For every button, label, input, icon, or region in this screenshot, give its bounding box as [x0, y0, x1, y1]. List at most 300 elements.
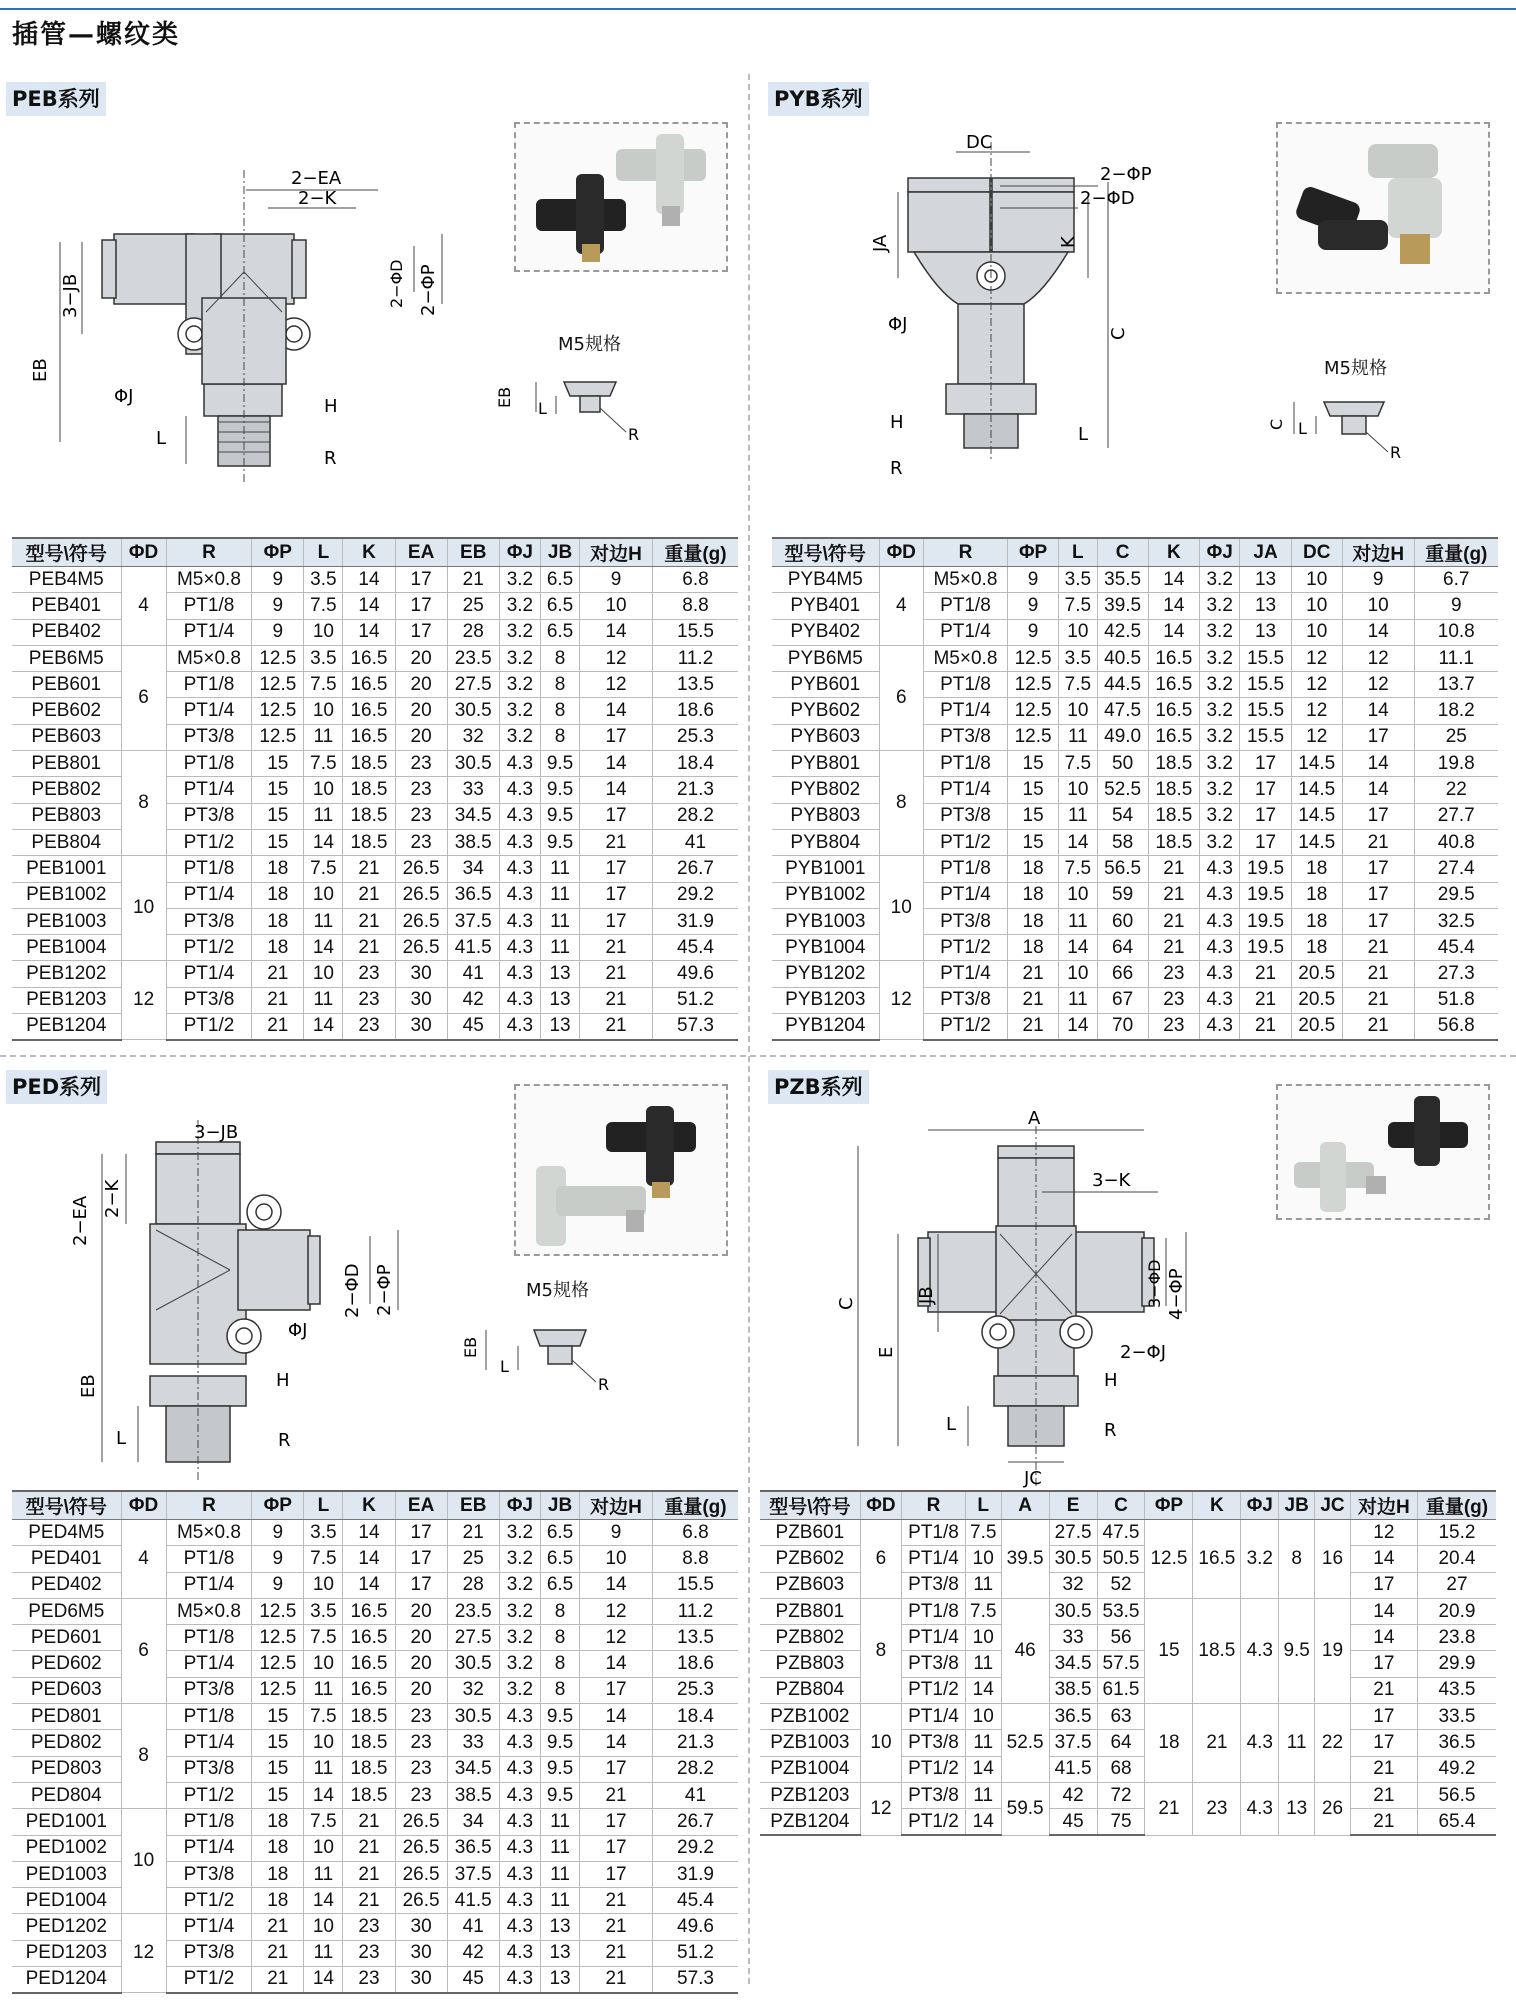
- table-row: [12, 698, 738, 724]
- table-cell: 26.5: [395, 935, 447, 961]
- table-cell: 8: [541, 1677, 580, 1703]
- table-cell: 14: [580, 1730, 653, 1756]
- table-cell: 3.2: [499, 1651, 540, 1677]
- table-cell: 14: [580, 1651, 653, 1677]
- table-cell: 43.5: [1417, 1677, 1496, 1703]
- table-row: [12, 751, 738, 777]
- table-cell: 23: [395, 751, 447, 777]
- table-row: [12, 1572, 738, 1598]
- table-cell: 21: [343, 1888, 395, 1914]
- table-cell: 23: [395, 1730, 447, 1756]
- table-cell: 26: [1315, 1782, 1351, 1835]
- table-cell: 10: [304, 1914, 343, 1940]
- table-cell: 42: [447, 987, 499, 1013]
- pyb-m5-note: M5规格: [1324, 358, 1387, 379]
- table-cell: 3.2: [499, 1572, 540, 1598]
- table-cell: 12: [1291, 698, 1342, 724]
- table-cell: 14: [1059, 1014, 1097, 1040]
- table-cell: 9: [1007, 567, 1058, 593]
- column-header: JA: [1240, 538, 1291, 567]
- table-cell: PZB601: [760, 1520, 860, 1546]
- table-cell: PT1/4: [923, 882, 1007, 908]
- table-row: [12, 1888, 738, 1914]
- peb-section: [6, 82, 746, 1047]
- table-cell: 18.5: [1148, 829, 1199, 855]
- table-cell: 8: [879, 751, 923, 856]
- peb-photo: [514, 122, 728, 272]
- table-cell: 21: [1148, 856, 1199, 882]
- table-row: [12, 1809, 738, 1835]
- table-cell: 17: [395, 1546, 447, 1572]
- table-cell: 26.5: [395, 882, 447, 908]
- table-cell: PEB803: [12, 803, 121, 829]
- table-cell: 23: [343, 987, 395, 1013]
- table-cell: 8.8: [652, 1546, 738, 1572]
- table-cell: PT3/8: [166, 1677, 252, 1703]
- table-cell: 12: [1350, 1520, 1417, 1546]
- table-cell: 13: [541, 987, 580, 1013]
- table-cell: PT1/8: [166, 1546, 252, 1572]
- table-cell: 10: [1059, 777, 1097, 803]
- table-cell: 11: [541, 1861, 580, 1887]
- table-cell: 18: [252, 882, 304, 908]
- table-cell: 23: [343, 1967, 395, 1993]
- table-cell: 23.8: [1417, 1625, 1496, 1651]
- table-row: [12, 1625, 738, 1651]
- peb-spec-table: [12, 537, 738, 1041]
- table-cell: PT3/8: [923, 908, 1007, 934]
- table-cell: 15.5: [1240, 698, 1291, 724]
- page-footer: [0, 1990, 1516, 2001]
- table-cell: 11: [304, 1677, 343, 1703]
- table-cell: 37.5: [1049, 1730, 1097, 1756]
- table-cell: 39.5: [1097, 593, 1148, 619]
- table-row: [12, 803, 738, 829]
- table-cell: PED803: [12, 1756, 121, 1782]
- table-cell: PYB1202: [772, 961, 879, 987]
- pzb-section: [768, 1070, 1508, 2000]
- table-cell: 16.5: [343, 645, 395, 671]
- table-cell: 10: [965, 1704, 1001, 1730]
- table-row: [12, 882, 738, 908]
- table-cell: 18.6: [652, 698, 738, 724]
- table-cell: PT1/8: [166, 1625, 252, 1651]
- table-cell: 21: [343, 1861, 395, 1887]
- table-cell: 12: [580, 1625, 653, 1651]
- table-cell: 20.9: [1417, 1598, 1496, 1624]
- table-cell: 14: [580, 619, 653, 645]
- pyb-lbl-k: K: [1058, 236, 1079, 248]
- column-header: A: [1001, 1491, 1049, 1520]
- table-cell: 18: [1291, 882, 1342, 908]
- table-cell: 7.5: [304, 1809, 343, 1835]
- table-cell: 53.5: [1097, 1598, 1145, 1624]
- table-cell: 9: [1414, 593, 1498, 619]
- table-cell: 49.6: [652, 1914, 738, 1940]
- table-cell: 3.2: [499, 1546, 540, 1572]
- table-cell: 6: [860, 1520, 901, 1599]
- table-cell: 30: [395, 1014, 447, 1040]
- table-cell: 21: [1148, 935, 1199, 961]
- table-row: [12, 987, 738, 1013]
- peb-m5-lbl-r: R: [628, 425, 640, 444]
- table-cell: PT3/8: [902, 1782, 966, 1808]
- ped-m5-lbl-eb: EB: [461, 1336, 480, 1358]
- table-cell: 51.2: [652, 1940, 738, 1966]
- table-cell: 4: [121, 567, 166, 646]
- table-cell: 26.7: [652, 856, 738, 882]
- table-cell: 10: [304, 1572, 343, 1598]
- peb-lbl-h: H: [324, 396, 338, 417]
- table-row: [12, 1677, 738, 1703]
- table-cell: 21: [343, 935, 395, 961]
- table-cell: 56: [1097, 1625, 1145, 1651]
- table-cell: 18: [1007, 882, 1058, 908]
- table-cell: 18.4: [652, 751, 738, 777]
- table-cell: 17: [395, 1520, 447, 1546]
- table-cell: 47.5: [1097, 698, 1148, 724]
- ped-lbl-r: R: [278, 1430, 291, 1451]
- table-cell: 3.2: [1199, 593, 1239, 619]
- table-cell: PT1/4: [166, 1572, 252, 1598]
- table-cell: 11.2: [652, 1598, 738, 1624]
- table-cell: 18.5: [1148, 751, 1199, 777]
- table-cell: PYB4M5: [772, 567, 879, 593]
- table-cell: 3.5: [304, 1598, 343, 1624]
- table-cell: 21: [1240, 987, 1291, 1013]
- table-cell: 33: [1049, 1625, 1097, 1651]
- table-cell: 15: [1007, 803, 1058, 829]
- table-cell: PYB603: [772, 724, 879, 750]
- table-cell: 18.5: [343, 777, 395, 803]
- pzb-fitting-black-image: [1388, 1096, 1468, 1166]
- column-header: C: [1097, 1491, 1145, 1520]
- table-cell: 3.2: [499, 593, 540, 619]
- table-cell: 17: [580, 1809, 653, 1835]
- table-cell: 21: [252, 1967, 304, 1993]
- table-cell: 21: [580, 987, 653, 1013]
- table-cell: PYB1002: [772, 882, 879, 908]
- table-cell: 10: [1059, 619, 1097, 645]
- table-cell: PED1202: [12, 1914, 121, 1940]
- table-cell: 23: [395, 1756, 447, 1782]
- table-cell: 17: [1342, 882, 1414, 908]
- table-cell: 12: [121, 1914, 166, 1993]
- table-row: [760, 1704, 1496, 1730]
- table-cell: 6.8: [652, 1520, 738, 1546]
- table-cell: 3.2: [1199, 645, 1239, 671]
- table-cell: PT1/2: [166, 935, 252, 961]
- header-row: [760, 1491, 1496, 1520]
- table-row: [12, 935, 738, 961]
- table-cell: 7.5: [1059, 672, 1097, 698]
- column-header: ΦP: [1145, 1491, 1193, 1520]
- table-cell: 7.5: [304, 1704, 343, 1730]
- table-cell: 21: [343, 908, 395, 934]
- column-header: ΦJ: [499, 1491, 540, 1520]
- table-cell: 16: [1315, 1520, 1351, 1599]
- peb-lbl-ea: 2−EA: [291, 168, 342, 189]
- table-cell: PYB602: [772, 698, 879, 724]
- pyb-lbl-l: L: [1078, 424, 1089, 445]
- ped-m5-drawing: [446, 1300, 646, 1410]
- table-cell: PT1/8: [902, 1598, 966, 1624]
- table-cell: PEB1203: [12, 987, 121, 1013]
- table-cell: 21: [1342, 987, 1414, 1013]
- table-cell: 14: [1059, 935, 1097, 961]
- pyb-drawing: [768, 82, 1188, 479]
- table-cell: PT1/4: [923, 777, 1007, 803]
- table-cell: 4: [121, 1520, 166, 1599]
- table-cell: 26.5: [395, 856, 447, 882]
- table-cell: 18: [252, 1888, 304, 1914]
- table-cell: 21: [1350, 1756, 1417, 1782]
- table-cell: 17: [1342, 803, 1414, 829]
- column-header: R: [902, 1491, 966, 1520]
- table-cell: 4.3: [499, 1888, 540, 1914]
- table-cell: 42.5: [1097, 619, 1148, 645]
- table-cell: 11: [304, 1940, 343, 1966]
- table-cell: PED1001: [12, 1809, 121, 1835]
- table-cell: PEB1202: [12, 961, 121, 987]
- horizontal-divider: [0, 1055, 1516, 1057]
- table-cell: 9.5: [541, 1730, 580, 1756]
- table-cell: 8: [541, 1651, 580, 1677]
- table-cell: 10: [121, 1809, 166, 1914]
- table-cell: 17: [395, 619, 447, 645]
- table-cell: 26.5: [395, 1861, 447, 1887]
- table-cell: 11: [1059, 724, 1097, 750]
- table-cell: 3.2: [1199, 803, 1239, 829]
- table-cell: 16.5: [343, 1677, 395, 1703]
- table-cell: 27.5: [447, 672, 499, 698]
- table-cell: 59: [1097, 882, 1148, 908]
- table-cell: 60: [1097, 908, 1148, 934]
- table-cell: 68: [1097, 1756, 1145, 1782]
- table-cell: 10: [1059, 961, 1097, 987]
- column-header: JB: [541, 538, 580, 567]
- ped-m5-lbl-l: L: [500, 1357, 509, 1376]
- table-cell: 17: [1240, 777, 1291, 803]
- table-cell: 20: [395, 1677, 447, 1703]
- table-cell: 21: [580, 1014, 653, 1040]
- table-cell: 41.5: [1049, 1756, 1097, 1782]
- table-cell: PT1/4: [166, 1730, 252, 1756]
- table-cell: PED1003: [12, 1861, 121, 1887]
- table-cell: PZB1204: [760, 1809, 860, 1835]
- table-cell: 17: [1350, 1730, 1417, 1756]
- table-cell: 12.5: [252, 672, 304, 698]
- table-cell: PT1/8: [166, 1704, 252, 1730]
- table-row: [12, 961, 738, 987]
- table-cell: PED1204: [12, 1967, 121, 1993]
- table-cell: 27.3: [1414, 961, 1498, 987]
- pyb-lbl-fd: 2−ΦD: [1080, 188, 1135, 209]
- table-cell: PT1/4: [166, 777, 252, 803]
- peb-lbl-fp: 2−ΦP: [418, 264, 439, 316]
- table-cell: 6.5: [541, 1520, 580, 1546]
- table-cell: 17: [1240, 829, 1291, 855]
- table-cell: 17: [395, 593, 447, 619]
- table-row: [12, 1835, 738, 1861]
- table-cell: PED1002: [12, 1835, 121, 1861]
- table-cell: 9: [252, 619, 304, 645]
- table-cell: 12.5: [1145, 1520, 1193, 1599]
- table-cell: 14: [343, 1546, 395, 1572]
- table-cell: 8: [541, 672, 580, 698]
- table-cell: 9.5: [541, 1756, 580, 1782]
- table-cell: 20.5: [1291, 961, 1342, 987]
- table-cell: 21: [252, 1940, 304, 1966]
- pzb-spec-table: [760, 1490, 1496, 1836]
- table-cell: 23: [395, 803, 447, 829]
- table-cell: 10: [1291, 567, 1342, 593]
- table-cell: 14: [343, 1572, 395, 1598]
- ped-photo: [514, 1084, 728, 1256]
- table-cell: 4.3: [499, 987, 540, 1013]
- table-cell: PT1/8: [166, 1809, 252, 1835]
- table-cell: PZB802: [760, 1625, 860, 1651]
- table-cell: 21: [1148, 882, 1199, 908]
- table-cell: 11: [1059, 908, 1097, 934]
- table-cell: 10: [965, 1546, 1001, 1572]
- table-cell: 8: [541, 645, 580, 671]
- table-cell: 3.2: [499, 1677, 540, 1703]
- peb-fitting-black-image: [536, 174, 626, 262]
- table-cell: 18.5: [343, 751, 395, 777]
- column-header: JC: [1315, 1491, 1351, 1520]
- peb-m5-note: M5规格: [558, 334, 621, 355]
- table-cell: PED804: [12, 1782, 121, 1808]
- table-cell: 14: [1342, 751, 1414, 777]
- table-cell: 10: [580, 1546, 653, 1572]
- table-cell: 12: [1342, 672, 1414, 698]
- table-cell: 3.2: [1199, 724, 1239, 750]
- table-cell: 4.3: [499, 882, 540, 908]
- table-cell: 3.2: [499, 698, 540, 724]
- table-cell: 4.3: [499, 961, 540, 987]
- table-cell: 23: [343, 1014, 395, 1040]
- table-cell: 70: [1097, 1014, 1148, 1040]
- table-cell: PT1/4: [166, 1835, 252, 1861]
- pzb-lbl-e: E: [876, 1346, 897, 1358]
- table-cell: 30: [395, 1914, 447, 1940]
- table-cell: 21: [1350, 1809, 1417, 1835]
- column-header: K: [1193, 1491, 1241, 1520]
- table-cell: PT1/4: [923, 619, 1007, 645]
- table-cell: 10: [304, 882, 343, 908]
- table-cell: 26.5: [395, 1809, 447, 1835]
- table-cell: 21: [447, 567, 499, 593]
- table-row: [772, 751, 1498, 777]
- table-cell: PEB802: [12, 777, 121, 803]
- table-cell: 33.5: [1417, 1704, 1496, 1730]
- table-cell: 27.5: [447, 1625, 499, 1651]
- table-cell: 54: [1097, 803, 1148, 829]
- table-cell: 11.1: [1414, 645, 1498, 671]
- table-cell: PT1/4: [166, 698, 252, 724]
- table-cell: 17: [580, 1756, 653, 1782]
- table-cell: 31.9: [652, 1861, 738, 1887]
- table-cell: 7.5: [304, 672, 343, 698]
- table-cell: 4.3: [499, 1835, 540, 1861]
- table-cell: 8: [1279, 1520, 1315, 1599]
- table-cell: 7.5: [1059, 593, 1097, 619]
- table-cell: PT1/8: [902, 1520, 966, 1546]
- ped-spec-table: [12, 1490, 738, 1994]
- table-cell: 18: [1291, 935, 1342, 961]
- table-cell: PT1/4: [902, 1704, 966, 1730]
- table-cell: PZB803: [760, 1651, 860, 1677]
- table-cell: 13: [541, 1940, 580, 1966]
- table-cell: 21: [580, 961, 653, 987]
- peb-lbl-k: 2−K: [298, 188, 337, 209]
- table-cell: PT3/8: [902, 1651, 966, 1677]
- table-cell: PT3/8: [166, 1940, 252, 1966]
- table-cell: 21: [252, 987, 304, 1013]
- table-cell: 21: [252, 1914, 304, 1940]
- table-row: [772, 567, 1498, 593]
- table-cell: 4.3: [1199, 961, 1239, 987]
- table-cell: 8.8: [652, 593, 738, 619]
- table-cell: 45: [447, 1014, 499, 1040]
- ped-lbl-fd: 2−ΦD: [342, 1263, 363, 1318]
- table-cell: 12: [860, 1782, 901, 1835]
- table-cell: 9: [252, 1546, 304, 1572]
- table-cell: 3.2: [499, 645, 540, 671]
- table-cell: PT1/8: [923, 672, 1007, 698]
- table-row: [12, 645, 738, 671]
- table-cell: 15.5: [1240, 672, 1291, 698]
- table-cell: PT1/4: [166, 1914, 252, 1940]
- table-cell: 14: [1342, 777, 1414, 803]
- column-header: L: [1059, 538, 1097, 567]
- table-cell: 14: [304, 829, 343, 855]
- table-cell: 19.5: [1240, 856, 1291, 882]
- table-row: [772, 645, 1498, 671]
- table-cell: 23: [1148, 1014, 1199, 1040]
- table-cell: 3.2: [1199, 829, 1239, 855]
- table-row: [12, 1967, 738, 1993]
- table-cell: 15: [252, 751, 304, 777]
- table-cell: 16.5: [1193, 1520, 1241, 1599]
- table-cell: 11: [1059, 803, 1097, 829]
- pzb-lbl-jc: JC: [1024, 1468, 1042, 1489]
- table-cell: 12.5: [252, 724, 304, 750]
- table-cell: 14: [1350, 1625, 1417, 1651]
- table-cell: 50.5: [1097, 1546, 1145, 1572]
- table-cell: 6: [879, 645, 923, 750]
- table-cell: PEB1204: [12, 1014, 121, 1040]
- table-cell: 8: [860, 1598, 901, 1703]
- table-cell: 21: [343, 1809, 395, 1835]
- table-cell: PT1/8: [166, 751, 252, 777]
- table-cell: 30: [395, 1940, 447, 1966]
- table-cell: 4.3: [499, 1756, 540, 1782]
- table-cell: 20: [395, 1598, 447, 1624]
- table-cell: 14: [304, 1888, 343, 1914]
- table-cell: PT1/2: [166, 1888, 252, 1914]
- table-cell: 41: [652, 1782, 738, 1808]
- table-row: [12, 1546, 738, 1572]
- table-cell: 3.2: [1199, 777, 1239, 803]
- table-cell: 14: [343, 619, 395, 645]
- table-cell: 11.2: [652, 645, 738, 671]
- table-cell: 38.5: [447, 829, 499, 855]
- table-row: [12, 1651, 738, 1677]
- table-cell: 18: [252, 1835, 304, 1861]
- column-header: 重量(g): [652, 538, 738, 567]
